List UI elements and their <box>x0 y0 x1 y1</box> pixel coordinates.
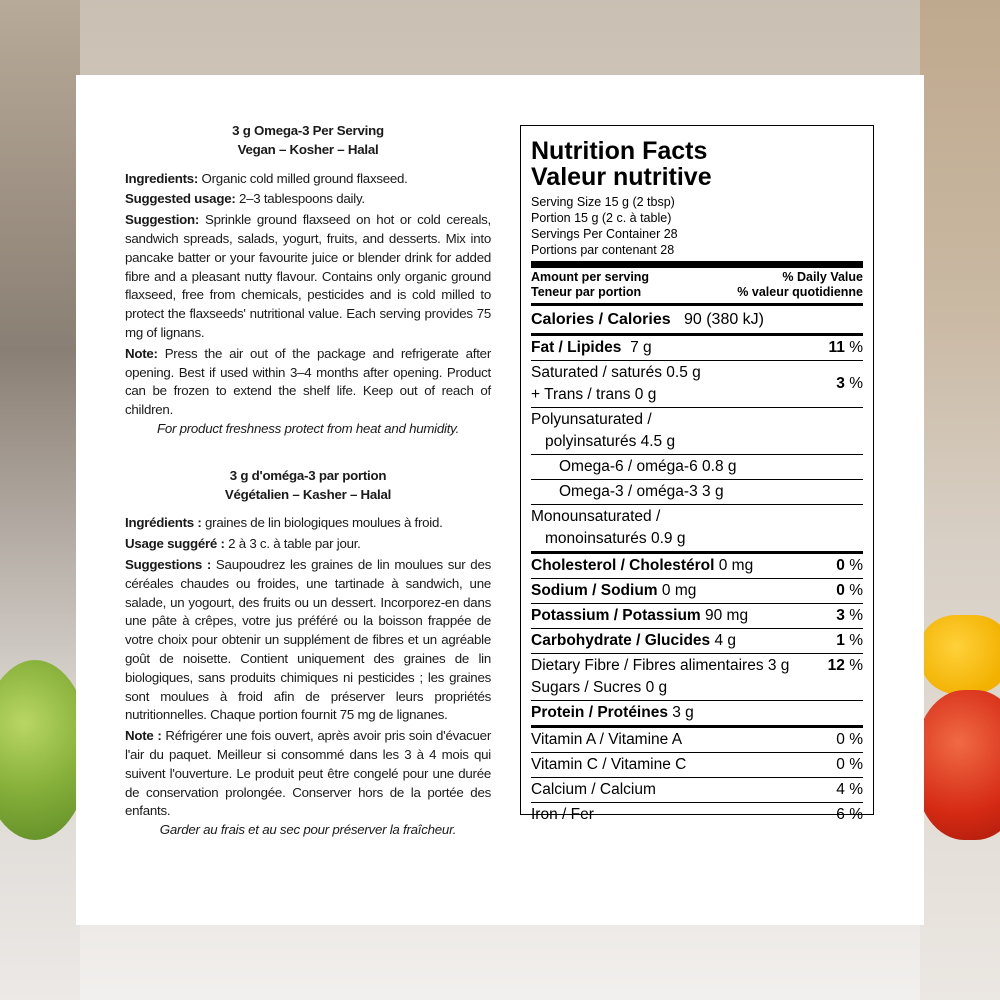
fat-row: Fat / Lipides 7 g 11 % <box>531 339 863 356</box>
ingredients-en: Ingredients: Organic cold milled ground flaxseed. <box>125 170 408 186</box>
nutrition-facts-table <box>520 125 874 823</box>
background-left <box>0 0 80 1000</box>
background-right <box>920 0 1000 1000</box>
usage-en: Suggested usage: 2–3 tablespoons daily. <box>125 191 365 207</box>
vitamin-a-row: Vitamin A / Vitamine A 0 % <box>531 731 863 748</box>
calcium-row: Calcium / Calcium 4 % <box>531 777 863 802</box>
monounsaturated-row: Monounsaturated / monoinsaturés 0.9 g <box>531 504 863 551</box>
polyunsaturated-row: Polyunsaturated / polyinsaturés 4.5 g <box>531 407 863 454</box>
omega6-row: Omega-6 / oméga-6 0.8 g <box>531 454 863 479</box>
heading-omega-en: 3 g Omega-3 Per Serving <box>232 123 384 138</box>
cholesterol-row: Cholesterol / Cholestérol 0 mg 0 % <box>531 557 863 574</box>
nutrition-title: Nutrition Facts Valeur nutritive <box>531 137 712 191</box>
suggestion-en: Suggestion: Sprinkle ground flaxseed on hot or cold cereals, sandwich spreads, salads, yogurt, fruits, and desserts. Mix into pancake batter or your favourite juice or blender drink for added fibre and a pleasant nutty flavour. Contains only organic ground flaxseed, free from chemicals, pesticides and is cold milled to protect the flaxseeds' nutritional value. Each serving provides 75 mg of lignans. <box>125 212 491 340</box>
saturated-row: Saturated / saturés 0.5 g + Trans / trans 0 g 3 % <box>531 360 863 407</box>
ingredients-fr: Ingrédients : graines de lin biologiques moulues à froid. <box>125 515 443 531</box>
omega3-row: Omega-3 / oméga-3 3 g <box>531 479 863 504</box>
serving-info: Serving Size 15 g (2 tbsp) Portion 15 g (2 c. à table) Servings Per Container 28 Portions par contenant 28 <box>531 195 678 257</box>
heading-diet-fr: Végétalien – Kasher – Halal <box>224 486 392 502</box>
iron-row: Iron / Fer 6 % <box>531 802 863 827</box>
freshness-en: For product freshness protect from heat and humidity. <box>156 420 460 436</box>
note-en: Note: Press the air out of the package and refrigerate after opening. Best if used within 3–4 months after opening. Product can be frozen to extend the shelf life. Keep out of reach of children. <box>125 345 491 418</box>
heading-omega-fr: 3 g d'oméga-3 par portion <box>229 467 387 483</box>
usage-fr: Usage suggéré : 2 à 3 c. à table par jour. <box>125 536 361 552</box>
carbohydrate-row: Carbohydrate / Glucides 4 g 1 % <box>531 628 863 653</box>
heading-diet-en: Vegan – Kosher – Halal <box>237 141 379 157</box>
suggestion-fr: Suggestions : Saupoudrez les graines de lin moulues sur des céréales chaudes ou froides, une tartinade à sandwich, une salade, un yogourt, des fruits ou un dessert. Incorporez-en dans une pâte à crêpes, votre jus préféré ou la boisson frappée de votre choix pour obtenir un supplément de fibres et un agréable goût de noisette. Contient uniquement des graines de lin biologiques, sans produits chimiques ni pesticides ; les graines sont moulues à froid afin de préserver leurs propriétés nutritionnelles. Chaque portion fournit 75 mg de lignanes. <box>125 556 491 723</box>
product-description <box>125 122 491 840</box>
note-fr: Note : Réfrigérer une fois ouvert, après avoir pris soin d'évacuer l'air du paquet. Meilleur si consommé dans les 3 à 4 mois qui suivent l'ouverture. Le produit peut être congelé pour une durée de conservation prolongée. Conserver hors de la portée des enfants. <box>125 728 491 819</box>
vitamin-c-row: Vitamin C / Vitamine C 0 % <box>531 752 863 777</box>
thick-rule <box>531 261 863 268</box>
yellow-pepper-image <box>920 615 1000 695</box>
freshness-fr: Garder au frais et au sec pour préserver la fraîcheur. <box>159 822 457 838</box>
sodium-row: Sodium / Sodium 0 mg 0 % <box>531 578 863 603</box>
calories-row: Calories / Calories 90 (380 kJ) <box>531 311 765 328</box>
protein-row: Protein / Protéines 3 g <box>531 700 863 725</box>
potassium-row: Potassium / Potassium 90 mg 3 % <box>531 603 863 628</box>
fibre-row: Dietary Fibre / Fibres alimentaires 3 g Sugars / Sucres 0 g 12 % <box>531 653 863 700</box>
red-pepper-image <box>915 690 1000 840</box>
amount-header: Amount per serving Teneur par portion % Daily Value % valeur quotidienne <box>531 270 863 299</box>
